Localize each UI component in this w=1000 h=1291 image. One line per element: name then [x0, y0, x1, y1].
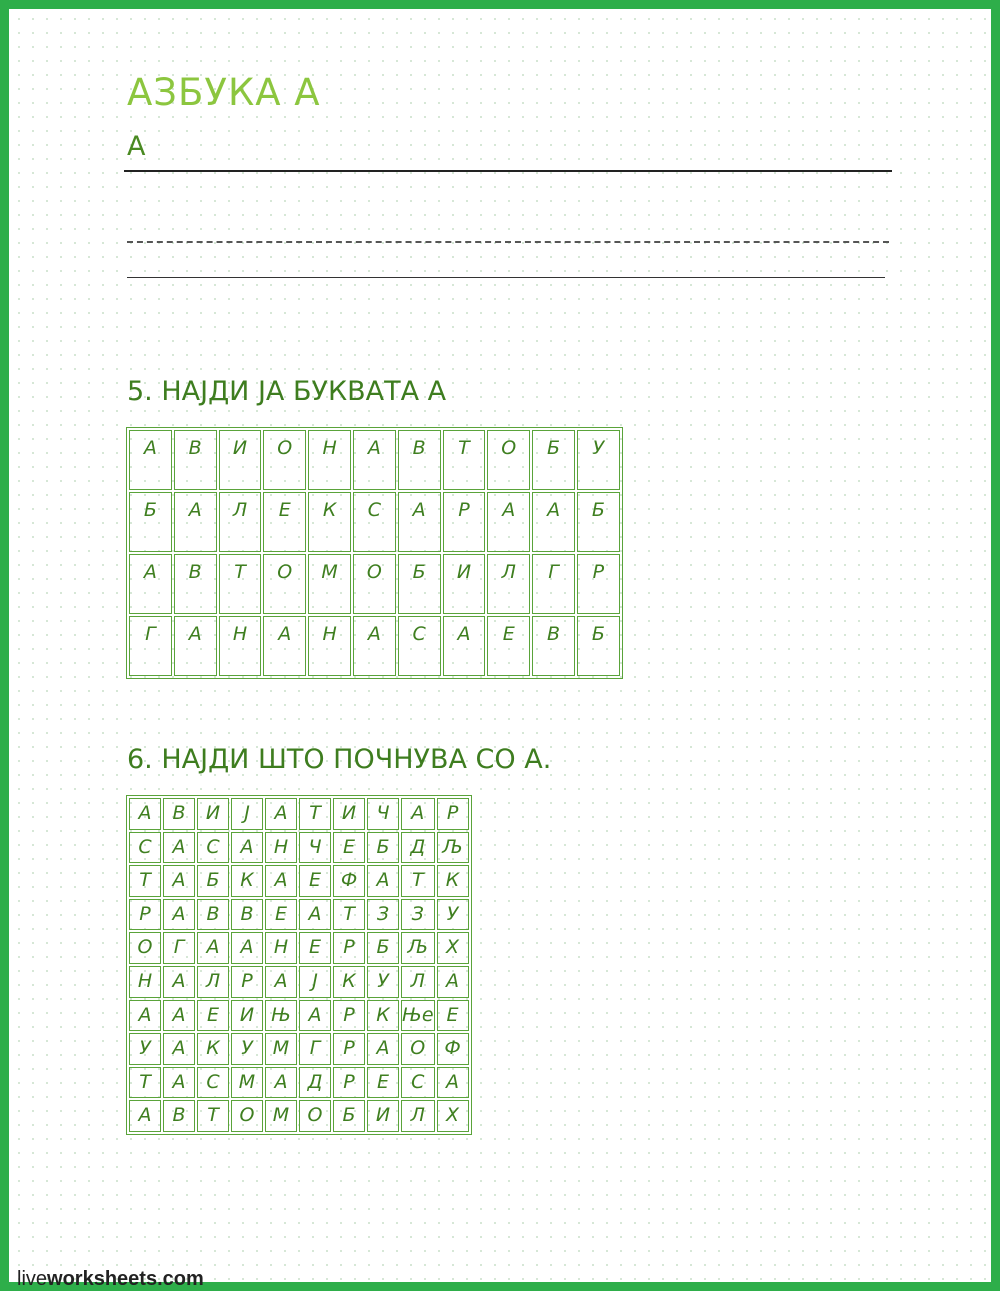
grid-cell[interactable]: К	[308, 492, 351, 552]
grid-cell[interactable]: С	[353, 492, 396, 552]
grid-cell[interactable]: В	[532, 616, 575, 676]
grid-cell[interactable]: З	[367, 899, 399, 931]
grid-cell[interactable]: И	[443, 554, 486, 614]
grid-cell[interactable]: Е	[333, 832, 365, 864]
grid-cell[interactable]: Р	[443, 492, 486, 552]
grid-cell[interactable]: К	[333, 966, 365, 998]
grid-cell[interactable]: А	[401, 798, 435, 830]
exercise-6-heading: 6. НАЈДИ ШТО ПОЧНУВА СО А.	[127, 744, 552, 775]
grid-cell[interactable]: Б	[398, 554, 441, 614]
grid-cell[interactable]: А	[197, 932, 229, 964]
grid-cell[interactable]: М	[265, 1100, 297, 1132]
grid-row	[129, 865, 469, 897]
grid-cell[interactable]: А	[299, 1000, 331, 1032]
grid-cell[interactable]: О	[263, 430, 306, 490]
grid-cell[interactable]: Е	[197, 1000, 229, 1032]
grid-cell[interactable]: С	[197, 832, 229, 864]
grid-cell[interactable]: Б	[129, 492, 172, 552]
grid-cell[interactable]: Т	[299, 798, 331, 830]
grid-cell[interactable]: Р	[333, 1033, 365, 1065]
grid-cell[interactable]: В	[163, 1100, 195, 1132]
grid-cell[interactable]: А	[129, 1100, 161, 1132]
grid-cell[interactable]: Е	[367, 1067, 399, 1099]
grid-cell[interactable]: Т	[129, 865, 161, 897]
grid-cell[interactable]: Л	[197, 966, 229, 998]
grid-cell[interactable]: А	[353, 616, 396, 676]
grid-cell[interactable]: Б	[333, 1100, 365, 1132]
grid-cell[interactable]: Р	[231, 966, 263, 998]
grid-cell[interactable]: И	[367, 1100, 399, 1132]
grid-cell[interactable]: В	[197, 899, 229, 931]
exercise-6-word-search-grid	[126, 795, 472, 1135]
grid-row	[129, 832, 469, 864]
grid-cell[interactable]: Љ	[401, 932, 435, 964]
grid-row	[129, 616, 620, 676]
grid-cell[interactable]: И	[333, 798, 365, 830]
grid-cell[interactable]: Н	[308, 430, 351, 490]
grid-cell[interactable]: А	[299, 899, 331, 931]
grid-cell[interactable]: О	[353, 554, 396, 614]
grid-cell[interactable]: Б	[367, 932, 399, 964]
grid-cell[interactable]: Н	[265, 932, 297, 964]
grid-row	[129, 554, 620, 614]
grid-cell[interactable]: Е	[265, 899, 297, 931]
grid-cell[interactable]: К	[231, 865, 263, 897]
liveworksheets-logo[interactable]	[17, 1268, 204, 1291]
grid-cell[interactable]: А	[265, 865, 297, 897]
grid-row	[129, 798, 469, 830]
grid-cell[interactable]: У	[231, 1033, 263, 1065]
grid-cell[interactable]: И	[231, 1000, 263, 1032]
grid-cell[interactable]: М	[231, 1067, 263, 1099]
grid-cell[interactable]: А	[265, 1067, 297, 1099]
grid-cell[interactable]: В	[398, 430, 441, 490]
grid-cell[interactable]: Т	[129, 1067, 161, 1099]
grid-cell[interactable]: Х	[437, 1100, 469, 1132]
grid-cell[interactable]: В	[231, 899, 263, 931]
grid-cell[interactable]: Л	[401, 1100, 435, 1132]
grid-cell[interactable]: Р	[577, 554, 620, 614]
grid-cell[interactable]: Е	[437, 1000, 469, 1032]
writing-line-bottom	[127, 277, 885, 278]
grid-cell[interactable]: А	[231, 832, 263, 864]
grid-cell[interactable]: А	[163, 899, 195, 931]
grid-cell[interactable]: А	[532, 492, 575, 552]
grid-cell[interactable]: А	[263, 616, 306, 676]
grid-cell[interactable]: И	[197, 798, 229, 830]
grid-cell[interactable]: Б	[577, 616, 620, 676]
grid-cell[interactable]: Н	[265, 832, 297, 864]
grid-row	[129, 932, 469, 964]
grid-cell[interactable]: О	[129, 932, 161, 964]
grid-row	[129, 1033, 469, 1065]
page-title: АЗБУКА А	[127, 71, 321, 114]
grid-cell[interactable]: Л	[219, 492, 262, 552]
grid-row	[129, 966, 469, 998]
grid-cell[interactable]: А	[174, 492, 217, 552]
grid-cell[interactable]: Б	[532, 430, 575, 490]
grid-cell[interactable]: К	[437, 865, 469, 897]
grid-cell[interactable]: О	[487, 430, 530, 490]
grid-row	[129, 492, 620, 552]
grid-cell[interactable]: Ф	[437, 1033, 469, 1065]
exercise-5-heading: 5. НАЈДИ ЈА БУКВАТА А	[127, 376, 447, 407]
grid-cell[interactable]: М	[265, 1033, 297, 1065]
grid-cell[interactable]: Г	[532, 554, 575, 614]
grid-cell[interactable]: Р	[129, 899, 161, 931]
grid-cell[interactable]: Б	[197, 865, 229, 897]
grid-cell[interactable]: А	[163, 1067, 195, 1099]
grid-cell[interactable]: О	[299, 1100, 331, 1132]
grid-cell[interactable]: А	[163, 832, 195, 864]
grid-cell[interactable]: А	[367, 1033, 399, 1065]
grid-cell[interactable]: А	[163, 966, 195, 998]
grid-cell[interactable]: Г	[129, 616, 172, 676]
grid-row	[129, 1000, 469, 1032]
grid-cell[interactable]: Л	[401, 966, 435, 998]
grid-cell[interactable]: А	[163, 1033, 195, 1065]
grid-cell[interactable]: А	[174, 616, 217, 676]
grid-cell[interactable]: В	[174, 554, 217, 614]
grid-cell[interactable]: У	[437, 899, 469, 931]
grid-row	[129, 1100, 469, 1132]
writing-line-top	[124, 170, 892, 172]
grid-cell[interactable]: К	[197, 1033, 229, 1065]
grid-cell[interactable]: К	[367, 1000, 399, 1032]
grid-cell[interactable]: Б	[577, 492, 620, 552]
grid-cell[interactable]: А	[398, 492, 441, 552]
grid-cell[interactable]: Г	[163, 932, 195, 964]
grid-row	[129, 430, 620, 490]
grid-cell[interactable]: С	[398, 616, 441, 676]
grid-cell[interactable]: А	[163, 865, 195, 897]
grid-cell[interactable]: Ње	[401, 1000, 435, 1032]
grid-cell[interactable]: Д	[299, 1067, 331, 1099]
grid-cell[interactable]: А	[163, 1000, 195, 1032]
grid-cell[interactable]: Ч	[299, 832, 331, 864]
grid-cell[interactable]: Т	[401, 865, 435, 897]
grid-cell[interactable]: З	[401, 899, 435, 931]
grid-cell[interactable]: Љ	[437, 832, 469, 864]
grid-cell[interactable]: Ф	[333, 865, 365, 897]
grid-cell[interactable]: А	[437, 1067, 469, 1099]
grid-cell[interactable]: Г	[299, 1033, 331, 1065]
grid-cell[interactable]: А	[231, 932, 263, 964]
grid-cell[interactable]: Р	[333, 932, 365, 964]
grid-cell[interactable]: Р	[333, 1067, 365, 1099]
grid-cell[interactable]: А	[265, 966, 297, 998]
logo-worksheets-text: worksheets.com	[47, 1268, 204, 1290]
grid-cell[interactable]: С	[129, 832, 161, 864]
grid-cell[interactable]: А	[353, 430, 396, 490]
grid-cell[interactable]: Ј	[231, 798, 263, 830]
grid-cell[interactable]: Р	[437, 798, 469, 830]
grid-row	[129, 1067, 469, 1099]
grid-cell[interactable]: И	[219, 430, 262, 490]
exercise-5-letter-grid	[126, 427, 623, 679]
grid-cell[interactable]: Р	[333, 1000, 365, 1032]
logo-live-text: live	[17, 1268, 48, 1290]
grid-cell[interactable]: М	[308, 554, 351, 614]
grid-cell[interactable]: Н	[308, 616, 351, 676]
grid-cell[interactable]: О	[231, 1100, 263, 1132]
grid-cell[interactable]: С	[197, 1067, 229, 1099]
grid-cell[interactable]: Т	[197, 1100, 229, 1132]
grid-cell[interactable]: Е	[263, 492, 306, 552]
grid-cell[interactable]: Ј	[299, 966, 331, 998]
grid-cell[interactable]: В	[174, 430, 217, 490]
grid-cell[interactable]: А	[129, 798, 161, 830]
grid-cell[interactable]: О	[401, 1033, 435, 1065]
grid-cell[interactable]: А	[129, 554, 172, 614]
grid-cell[interactable]: Е	[299, 932, 331, 964]
grid-cell[interactable]: Б	[367, 832, 399, 864]
writing-line-dashed	[127, 241, 889, 243]
grid-cell[interactable]: У	[129, 1033, 161, 1065]
grid-cell[interactable]: Л	[487, 554, 530, 614]
grid-cell[interactable]: Н	[219, 616, 262, 676]
grid-cell[interactable]: У	[367, 966, 399, 998]
grid-cell[interactable]: Е	[299, 865, 331, 897]
letter-label: А	[127, 131, 146, 162]
grid-cell[interactable]: А	[443, 616, 486, 676]
grid-row	[129, 899, 469, 931]
grid-cell[interactable]: Ч	[367, 798, 399, 830]
grid-cell[interactable]: А	[437, 966, 469, 998]
grid-cell[interactable]: А	[129, 430, 172, 490]
grid-cell[interactable]: С	[401, 1067, 435, 1099]
grid-cell[interactable]: Т	[219, 554, 262, 614]
grid-cell[interactable]: А	[129, 1000, 161, 1032]
grid-cell[interactable]: В	[163, 798, 195, 830]
grid-cell[interactable]: Х	[437, 932, 469, 964]
grid-cell[interactable]: Т	[443, 430, 486, 490]
grid-cell[interactable]: Е	[487, 616, 530, 676]
grid-cell[interactable]: Д	[401, 832, 435, 864]
grid-cell[interactable]: Т	[333, 899, 365, 931]
grid-cell[interactable]: О	[263, 554, 306, 614]
grid-cell[interactable]: У	[577, 430, 620, 490]
grid-cell[interactable]: Н	[129, 966, 161, 998]
grid-cell[interactable]: А	[265, 798, 297, 830]
grid-cell[interactable]: А	[487, 492, 530, 552]
grid-cell[interactable]: А	[367, 865, 399, 897]
grid-cell[interactable]: Њ	[265, 1000, 297, 1032]
